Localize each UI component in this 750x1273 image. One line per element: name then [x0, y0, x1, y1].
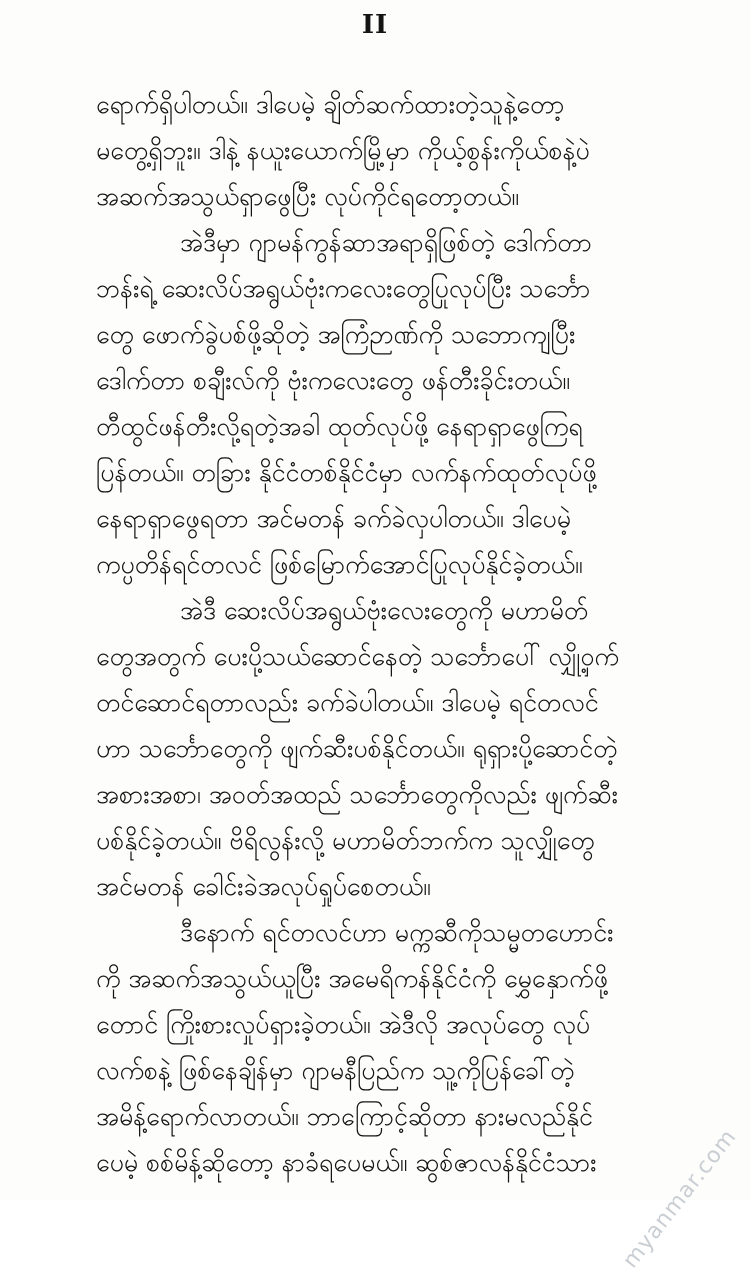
text-line: တင်ဆောင်ရတာလည်း ခက်ခဲပါတယ်။ ဒါပေမဲ့ ရင်တလင်	[96, 688, 599, 717]
text-line: တွေ ဖောက်ခွဲပစ်ဖို့ဆိုတဲ့ အကြံဉာဏ်ကို သဘောကျပြီး	[96, 320, 576, 349]
body-text	[96, 82, 710, 1186]
text-line: အဲဒီ ဆေးလိပ်အရွယ်ဗုံးလေးတွေကို မဟာမိတ်	[180, 596, 589, 625]
text-line: အင်မတန် ခေါင်းခဲအလုပ်ရှုပ်စေတယ်။	[96, 872, 431, 901]
text-line: ပေမဲ့ စစ်မိန့်ဆိုတော့ နာခံရပေမယ်။ ဆွစ်ဇာလန်နိုင်ငံသား	[96, 1148, 597, 1177]
text-line: တွေအတွက် ပေးပို့သယ်ဆောင်နေတဲ့ သင်္ဘောပေါ် လျှို့ဝှက်	[96, 642, 619, 671]
text-line: ကို အဆက်အသွယ်ယူပြီး အမေရိကန်နိုင်ငံကို မွှေနှောက်ဖို့	[96, 964, 608, 993]
text-line: ဒေါက်တာ စချီးလ်ကို ဗုံးကလေးတွေ ဖန်တီးခိုင်းတယ်။	[96, 366, 570, 395]
page-number: II	[361, 10, 389, 40]
text-line: နေရာရှာဖွေရတာ အင်မတန် ခက်ခဲလှပါတယ်။ ဒါပေမဲ့	[96, 504, 572, 533]
text-line: လက်စနဲ့ ဖြစ်နေချိန်မှာ ဂျာမနီပြည်က သူ့ကိုပြန်ခေါ်တဲ့	[96, 1056, 575, 1085]
text-line: ဘန်းရဲ့ ဆေးလိပ်အရွယ်ဗုံးကလေးတွေပြုလုပ်ပြီး သင်္ဘော	[96, 274, 591, 303]
text-line: ပြန်တယ်။ တခြား နိုင်ငံတစ်နိုင်ငံမှာ လက်နက်ထုတ်လုပ်ဖို့	[96, 458, 597, 487]
text-line: အစားအစာ၊ အဝတ်အထည် သင်္ဘောတွေကိုလည်း ဖျက်ဆီး	[96, 780, 619, 809]
text-line: ဒီနောက် ရင်တလင်ဟာ မက္ကဆီကိုသမ္မတဟောင်း	[180, 918, 614, 947]
text-line: ရောက်ရှိပါတယ်။ ဒါပေမဲ့ ချိတ်ဆက်ထားတဲ့သူနဲ့တော့	[96, 90, 565, 119]
text-line: မတွေ့ရှိဘူး။ ဒါနဲ့ နယူးယောက်မြို့မှာ ကိုယ့်စွန်းကိုယ်စနဲ့ပဲ	[96, 136, 590, 165]
watermark: myanmar.com	[618, 1124, 742, 1273]
text-line: အဲဒီမှာ ဂျာမန်ကွန်ဆာအရာရှိဖြစ်တဲ့ ဒေါက်တာ	[180, 228, 592, 257]
text-line: တီထွင်ဖန်တီးလို့ရတဲ့အခါ ထုတ်လုပ်ဖို့ နေရာရှာဖွေကြရ	[96, 412, 583, 441]
text-line: ပစ်နိုင်ခဲ့တယ်။ ဗိရိလွန်းလို့ မဟာမိတ်ဘက်က သူလျှိုတွေ	[96, 826, 595, 855]
text-line: အဆက်အသွယ်ရှာဖွေပြီး လုပ်ကိုင်ရတော့တယ်။	[96, 182, 519, 211]
text-line: ဟာ သင်္ဘောတွေကို ဖျက်ဆီးပစ်နိုင်တယ်။ ရုရှားပို့ဆောင်တဲ့	[96, 734, 618, 763]
text-line: အမိန့်ရောက်လာတယ်။ ဘာကြောင့်ဆိုတာ နားမလည်နိုင်	[96, 1102, 593, 1131]
text-line: ကပ္ပတိန်ရင်တလင် ဖြစ်မြောက်အောင်ပြုလုပ်နိုင်ခဲ့တယ်။	[96, 550, 583, 579]
text-line: တောင် ကြိုးစားလှုပ်ရှားခဲ့တယ်။ အဲဒီလို အလုပ်တွေ လုပ်	[96, 1010, 591, 1039]
